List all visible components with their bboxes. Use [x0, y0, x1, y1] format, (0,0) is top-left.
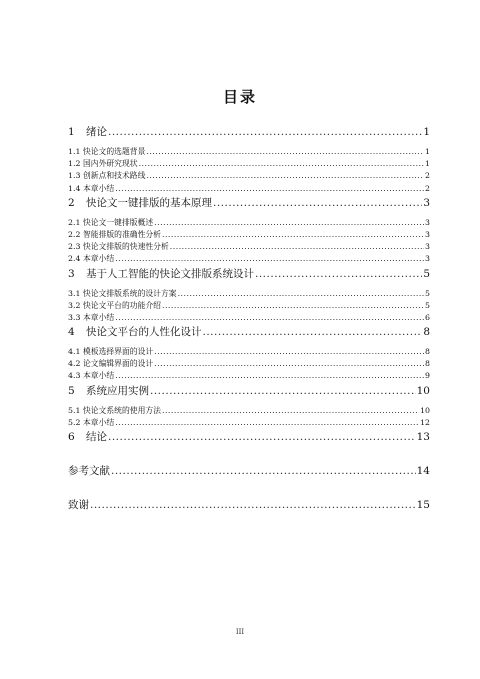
dot-leader	[146, 146, 424, 158]
toc-entry-number: 3.1	[68, 288, 81, 298]
toc-section-entry[interactable]	[68, 370, 430, 382]
toc-section-entry[interactable]	[68, 300, 430, 312]
toc-entry-page: 3	[423, 196, 430, 209]
toc-section-entry[interactable]	[68, 146, 430, 158]
toc-chapter-entry[interactable]	[68, 497, 430, 519]
toc-entry-label: 快论文系统的使用方法	[83, 405, 161, 415]
toc-chapter-entry[interactable]	[68, 429, 430, 451]
toc-entry-label: 国内外研究现状	[83, 159, 138, 169]
toc-section-entry[interactable]	[68, 217, 430, 229]
toc-entry-label: 本章小结	[83, 254, 115, 264]
dot-leader	[154, 217, 424, 229]
toc-entry-label: 基于人工智能的快论文排版系统设计	[86, 267, 254, 280]
toc-entry-number: 1.4	[68, 183, 81, 193]
dot-leader	[213, 196, 422, 211]
toc-entry-page: 5	[425, 300, 430, 310]
dot-leader	[115, 417, 419, 429]
toc-entry-page: 8	[425, 347, 430, 357]
page-number: III	[235, 628, 245, 636]
dot-leader	[154, 358, 424, 370]
toc-entry-number: 3	[68, 267, 75, 280]
toc-chapter-entry[interactable]	[68, 383, 430, 405]
toc-entry-label: 快论文排版的快速性分析	[83, 242, 169, 252]
toc-entry-label: 系统应用实例	[86, 384, 149, 397]
dot-leader	[115, 370, 424, 382]
dot-leader	[115, 312, 424, 324]
dot-leader	[139, 158, 424, 170]
toc-chapter-entry[interactable]	[68, 266, 430, 288]
toc-entry-page: 1	[423, 126, 430, 138]
toc-entry-label: 快论文一键排版的基本原理	[86, 196, 212, 209]
toc-entry-page: 12	[420, 417, 430, 427]
dot-leader	[178, 288, 424, 300]
toc-entry-number: 4.2	[68, 359, 81, 369]
dot-leader	[255, 267, 422, 282]
toc-entry-page: 5	[423, 267, 430, 280]
toc-entry-number: 5.2	[68, 417, 81, 427]
toc-entry-label: 绪论	[86, 126, 107, 138]
toc-entry-page: 8	[423, 326, 430, 339]
dot-leader	[90, 498, 416, 513]
table-of-contents	[68, 124, 430, 519]
toc-entry-number: 2.3	[68, 242, 81, 252]
dot-leader	[115, 183, 424, 195]
toc-entry-label: 本章小结	[83, 312, 115, 322]
toc-entry-page: 1	[425, 147, 430, 156]
toc-entry-label: 快论文平台的功能介绍	[83, 300, 161, 310]
toc-entry-label: 创新点和技术路线	[83, 171, 146, 181]
toc-entry-number: 1.2	[68, 159, 81, 169]
toc-section-entry[interactable]	[68, 253, 430, 265]
toc-entry-page: 1	[425, 159, 430, 169]
toc-chapter-entry[interactable]	[68, 463, 430, 485]
toc-entry-label: 本章小结	[83, 183, 115, 193]
toc-entry-label: 本章小结	[83, 417, 115, 427]
toc-entry-number: 2.2	[68, 229, 81, 239]
toc-section-entry[interactable]	[68, 417, 430, 429]
toc-section-entry[interactable]	[68, 170, 430, 182]
toc-entry-number: 2	[68, 196, 75, 209]
toc-section-entry[interactable]	[68, 183, 430, 195]
toc-entry-page: 3	[425, 229, 430, 239]
dot-leader	[170, 241, 424, 253]
toc-entry-label: 模板选择界面的设计	[83, 347, 154, 357]
page-title: 目录	[222, 88, 257, 106]
toc-chapter-entry[interactable]	[68, 324, 430, 346]
toc-section-entry[interactable]	[68, 158, 430, 170]
dot-leader	[162, 229, 424, 241]
dot-leader	[154, 346, 424, 358]
toc-section-entry[interactable]	[68, 405, 430, 417]
dot-leader	[146, 170, 424, 182]
toc-entry-number: 4.3	[68, 371, 81, 381]
toc-section-entry[interactable]	[68, 346, 430, 358]
toc-entry-label: 本章小结	[83, 371, 115, 381]
toc-entry-number: 6	[68, 431, 75, 443]
toc-entry-page: 15	[416, 499, 430, 511]
toc-entry-number: 2.4	[68, 254, 81, 264]
toc-section-entry[interactable]	[68, 358, 430, 370]
toc-entry-label: 参考文献	[68, 465, 110, 477]
dot-leader	[108, 125, 422, 140]
toc-entry-number: 2.1	[68, 217, 81, 227]
toc-entry-page: 14	[416, 465, 430, 477]
dot-leader	[108, 430, 416, 445]
toc-section-entry[interactable]	[68, 312, 430, 324]
toc-entry-page: 3	[425, 217, 430, 227]
toc-chapter-entry[interactable]	[68, 124, 430, 146]
toc-entry-label: 结论	[86, 431, 107, 443]
toc-entry-number: 5	[68, 384, 75, 397]
toc-section-entry[interactable]	[68, 288, 430, 300]
dot-leader	[162, 300, 424, 312]
toc-entry-page: 3	[425, 254, 430, 264]
dot-leader	[162, 405, 419, 417]
toc-entry-number: 4	[68, 326, 75, 339]
toc-entry-label: 快论文平台的人性化设计	[86, 326, 202, 339]
toc-entry-number: 4.1	[68, 347, 81, 357]
dot-leader	[150, 384, 416, 399]
dot-leader	[111, 464, 416, 479]
toc-entry-label: 快论文的选题背景	[83, 147, 146, 156]
toc-entry-page: 2	[425, 183, 430, 193]
toc-chapter-entry[interactable]	[68, 195, 430, 217]
toc-entry-page: 10	[420, 405, 430, 415]
toc-entry-label: 论文编辑界面的设计	[83, 359, 154, 369]
toc-entry-number: 1	[68, 126, 75, 138]
toc-entry-page: 8	[425, 359, 430, 369]
toc-section-entry[interactable]	[68, 229, 430, 241]
toc-entry-number: 1.1	[68, 147, 81, 156]
toc-entry-page: 10	[416, 384, 430, 397]
toc-entry-number: 3.3	[68, 312, 81, 322]
toc-entry-label: 快论文排版系统的设计方案	[83, 288, 177, 298]
toc-entry-label: 快论文一键排版概述	[83, 217, 154, 227]
dot-leader	[203, 325, 423, 340]
toc-entry-number: 1.3	[68, 171, 81, 181]
toc-entry-page: 3	[425, 242, 430, 252]
toc-entry-number: 3.2	[68, 300, 81, 310]
toc-section-entry[interactable]	[68, 241, 430, 253]
toc-entry-page: 6	[425, 312, 430, 322]
toc-entry-page: 13	[416, 431, 430, 443]
toc-entry-page: 9	[425, 371, 430, 381]
toc-entry-label: 智能排版的准确性分析	[83, 229, 161, 239]
toc-entry-label: 致谢	[68, 499, 89, 511]
dot-leader	[115, 253, 424, 265]
toc-entry-number: 5.1	[68, 405, 81, 415]
toc-entry-page: 5	[425, 288, 430, 298]
toc-entry-page: 2	[425, 171, 430, 181]
